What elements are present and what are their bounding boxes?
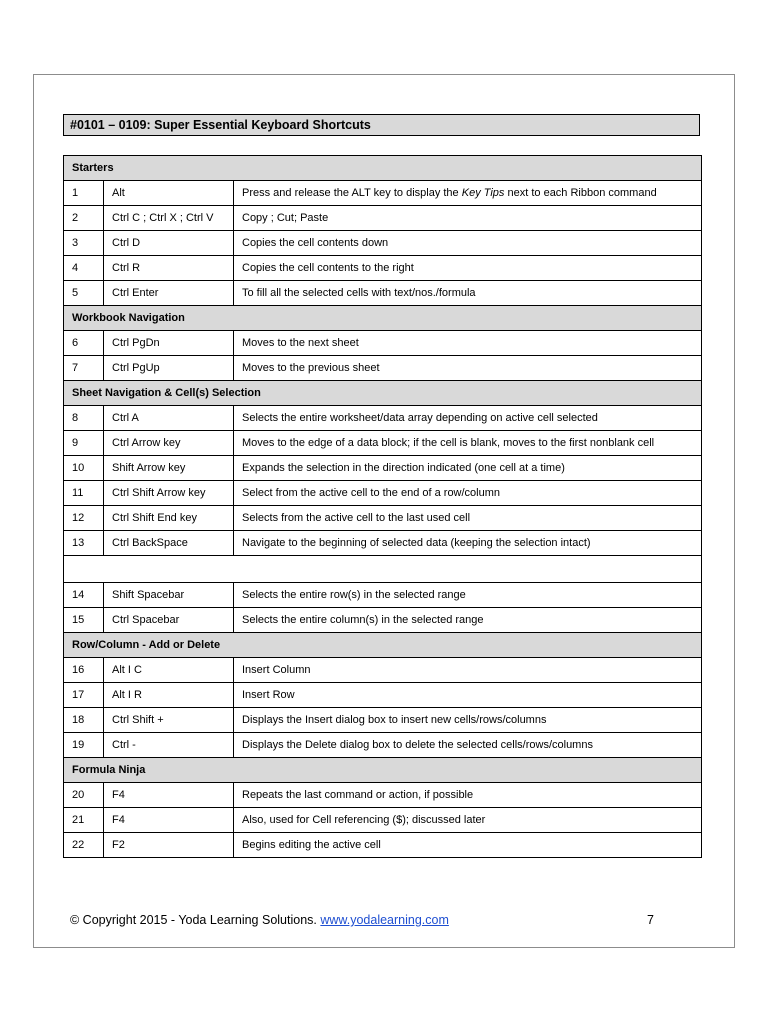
shortcut-description: Insert Column <box>234 658 702 683</box>
shortcut-description: Displays the Insert dialog box to insert new cells/rows/columns <box>234 708 702 733</box>
shortcuts-table-body <box>64 156 702 858</box>
shortcut-number: 6 <box>64 331 104 356</box>
shortcut-description: Selects the entire worksheet/data array depending on active cell selected <box>234 406 702 431</box>
description-text: next to each Ribbon command <box>504 187 657 199</box>
table-row <box>64 231 702 256</box>
shortcut-number: 11 <box>64 481 104 506</box>
section-header: Starters <box>64 156 702 181</box>
shortcut-number: 20 <box>64 783 104 808</box>
table-row <box>64 608 702 633</box>
table-row <box>64 281 702 306</box>
shortcut-description: Repeats the last command or action, if possible <box>234 783 702 808</box>
copyright-text: © Copyright 2015 - Yoda Learning Solutions. <box>70 913 321 927</box>
shortcut-keys: Ctrl PgUp <box>104 356 234 381</box>
shortcut-keys: F4 <box>104 783 234 808</box>
shortcut-description: Navigate to the beginning of selected data (keeping the selection intact) <box>234 531 702 556</box>
table-row <box>64 481 702 506</box>
shortcut-description: Moves to the next sheet <box>234 331 702 356</box>
shortcut-description: Select from the active cell to the end of a row/column <box>234 481 702 506</box>
shortcut-keys: Ctrl D <box>104 231 234 256</box>
section-header-row <box>64 306 702 331</box>
shortcut-description: Copy ; Cut; Paste <box>234 206 702 231</box>
blank-row <box>64 556 702 583</box>
section-header: Formula Ninja <box>64 758 702 783</box>
shortcut-description: Moves to the previous sheet <box>234 356 702 381</box>
shortcut-number: 10 <box>64 456 104 481</box>
table-row <box>64 708 702 733</box>
table-row <box>64 658 702 683</box>
table-row <box>64 583 702 608</box>
shortcut-number: 16 <box>64 658 104 683</box>
document-title: #0101 – 0109: Super Essential Keyboard Shortcuts <box>63 114 700 136</box>
shortcut-number: 4 <box>64 256 104 281</box>
shortcut-number: 5 <box>64 281 104 306</box>
table-row <box>64 833 702 858</box>
shortcut-description: Copies the cell contents to the right <box>234 256 702 281</box>
shortcut-number: 1 <box>64 181 104 206</box>
shortcut-keys: Alt I C <box>104 658 234 683</box>
table-row <box>64 206 702 231</box>
shortcut-keys: Shift Arrow key <box>104 456 234 481</box>
page-number: 7 <box>647 913 654 927</box>
shortcut-keys: Ctrl Shift Arrow key <box>104 481 234 506</box>
shortcut-keys: Ctrl Shift + <box>104 708 234 733</box>
blank-cell <box>64 556 702 583</box>
shortcut-description: To fill all the selected cells with text/nos./formula <box>234 281 702 306</box>
shortcut-number: 15 <box>64 608 104 633</box>
section-header-row <box>64 156 702 181</box>
shortcut-keys: Ctrl C ; Ctrl X ; Ctrl V <box>104 206 234 231</box>
shortcut-keys: Ctrl Spacebar <box>104 608 234 633</box>
shortcut-keys: Ctrl - <box>104 733 234 758</box>
shortcut-number: 21 <box>64 808 104 833</box>
shortcut-number: 22 <box>64 833 104 858</box>
description-text: Press and release the ALT key to display the <box>242 187 462 199</box>
shortcut-description: Selects from the active cell to the last used cell <box>234 506 702 531</box>
shortcut-number: 7 <box>64 356 104 381</box>
shortcuts-table <box>63 155 702 858</box>
table-row <box>64 783 702 808</box>
shortcut-description: Expands the selection in the direction indicated (one cell at a time) <box>234 456 702 481</box>
table-row <box>64 683 702 708</box>
table-row <box>64 456 702 481</box>
website-link[interactable]: www.yodalearning.com <box>320 913 449 927</box>
shortcut-description: Begins editing the active cell <box>234 833 702 858</box>
shortcut-keys: F4 <box>104 808 234 833</box>
table-row <box>64 733 702 758</box>
shortcut-description <box>234 181 702 206</box>
shortcut-description: Selects the entire column(s) in the selected range <box>234 608 702 633</box>
shortcut-description: Moves to the edge of a data block; if the cell is blank, moves to the first nonblank cell <box>234 431 702 456</box>
shortcut-keys: Shift Spacebar <box>104 583 234 608</box>
shortcut-keys: Alt <box>104 181 234 206</box>
shortcut-number: 14 <box>64 583 104 608</box>
section-header-row <box>64 633 702 658</box>
shortcut-description: Copies the cell contents down <box>234 231 702 256</box>
table-row <box>64 256 702 281</box>
shortcut-number: 2 <box>64 206 104 231</box>
footer <box>70 912 660 928</box>
shortcut-keys: Ctrl R <box>104 256 234 281</box>
shortcut-keys: Ctrl A <box>104 406 234 431</box>
table-row <box>64 431 702 456</box>
shortcut-description: Displays the Delete dialog box to delete the selected cells/rows/columns <box>234 733 702 758</box>
shortcut-number: 3 <box>64 231 104 256</box>
shortcut-number: 12 <box>64 506 104 531</box>
table-row <box>64 506 702 531</box>
shortcut-keys: Ctrl Arrow key <box>104 431 234 456</box>
shortcut-keys: Ctrl BackSpace <box>104 531 234 556</box>
section-header: Row/Column - Add or Delete <box>64 633 702 658</box>
shortcut-keys: Alt I R <box>104 683 234 708</box>
table-row <box>64 531 702 556</box>
shortcut-keys: F2 <box>104 833 234 858</box>
shortcut-keys: Ctrl Enter <box>104 281 234 306</box>
shortcut-number: 8 <box>64 406 104 431</box>
shortcut-number: 17 <box>64 683 104 708</box>
shortcut-keys: Ctrl PgDn <box>104 331 234 356</box>
section-header: Sheet Navigation & Cell(s) Selection <box>64 381 702 406</box>
table-row <box>64 181 702 206</box>
table-row <box>64 406 702 431</box>
table-row <box>64 356 702 381</box>
shortcut-description: Insert Row <box>234 683 702 708</box>
table-row <box>64 808 702 833</box>
shortcut-keys: Ctrl Shift End key <box>104 506 234 531</box>
shortcut-description: Also, used for Cell referencing ($); discussed later <box>234 808 702 833</box>
section-header: Workbook Navigation <box>64 306 702 331</box>
section-header-row <box>64 758 702 783</box>
shortcut-number: 9 <box>64 431 104 456</box>
shortcut-number: 19 <box>64 733 104 758</box>
shortcut-description: Selects the entire row(s) in the selected range <box>234 583 702 608</box>
shortcut-number: 13 <box>64 531 104 556</box>
shortcut-number: 18 <box>64 708 104 733</box>
description-emphasis: Key Tips <box>461 187 505 199</box>
table-row <box>64 331 702 356</box>
section-header-row <box>64 381 702 406</box>
